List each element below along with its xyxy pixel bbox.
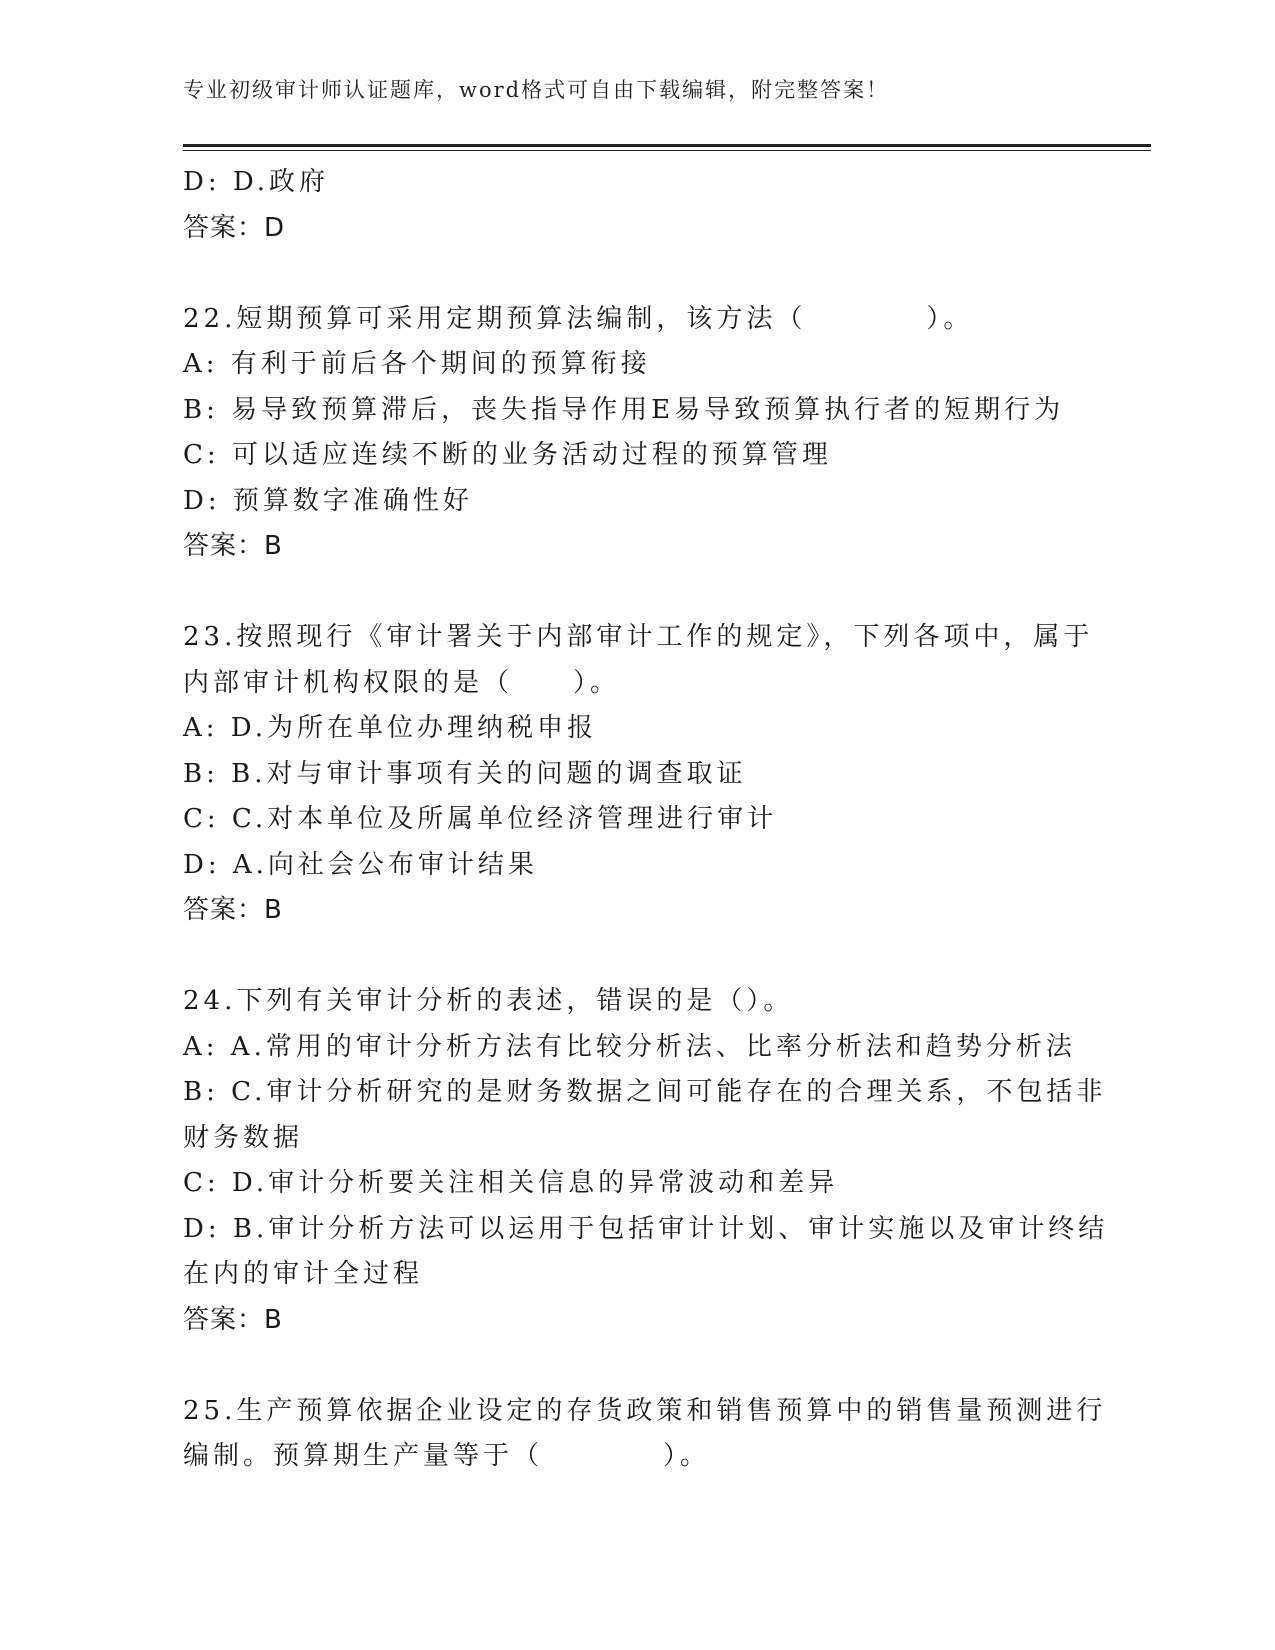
question-22-answer: 答案：B — [183, 531, 283, 561]
spacer — [183, 1343, 1083, 1389]
question-24-option-a: A: A.常用的审计分析方法有比较分析法、比率分析法和趋势分析法 — [183, 1031, 1076, 1062]
page-header: 专业初级审计师认证题库，word格式可自由下载编辑，附完整答案！ — [183, 78, 890, 102]
question-24-option-d-line-1: D: B.审计分析方法可以运用于包括审计计划、审计实施以及审计终结 — [183, 1213, 1109, 1244]
question-content — [183, 160, 1109, 1480]
question-22-option-a: A: 有利于前后各个期间的预算衔接 — [183, 349, 651, 379]
question-24-option-c: C: D.审计分析要关注相关信息的异常波动和差异 — [183, 1168, 839, 1198]
header-rule-thin — [183, 150, 1151, 151]
question-24-option-d-line-2: 在内的审计全过程 — [183, 1259, 424, 1289]
question-23-stem-line-1: 23.按照现行《审计署关于内部审计工作的规定》，下列各项中，属于 — [183, 622, 1094, 652]
question-23-option-c: C: C.对本单位及所属单位经济管理进行审计 — [183, 804, 778, 834]
question-22-option-d: D: 预算数字准确性好 — [183, 485, 473, 516]
question-25-stem-line-2: 编制。预算期生产量等于（ ）。 — [183, 1441, 711, 1471]
question-24-option-b-line-1: B: C.审计分析研究的是财务数据之间可能存在的合理关系，不包括非 — [183, 1077, 1107, 1107]
question-23-option-a: A: D.为所在单位办理纳税申报 — [183, 713, 597, 743]
spacer — [183, 934, 1083, 980]
question-23-answer: 答案：B — [183, 895, 283, 925]
question-24-stem: 24.下列有关审计分析的表述，错误的是（）。 — [183, 986, 794, 1016]
header-rule-thick — [183, 144, 1151, 147]
question-23-option-d: D: A.向社会公布审计结果 — [183, 849, 538, 880]
question-23-option-b: B: B.对与审计事项有关的问题的调查取证 — [183, 758, 747, 789]
question-25-stem-line-1: 25.生产预算依据企业设定的存货政策和销售预算中的销售量预测进行 — [183, 1395, 1107, 1426]
carryover-answer: 答案：D — [183, 212, 286, 243]
spacer — [183, 251, 1083, 297]
carryover-option-d: D: D.政府 — [183, 167, 330, 197]
question-23-stem-line-2: 内部审计机构权限的是（ ）。 — [183, 667, 621, 698]
spacer — [183, 570, 1083, 616]
question-22-stem: 22.短期预算可采用定期预算法编制，该方法（ ）。 — [183, 303, 974, 334]
question-22-option-b: B: 易导致预算滞后，丧失指导作用E易导致预算执行者的短期行为 — [183, 394, 1065, 425]
question-24-answer: 答案：B — [183, 1304, 283, 1335]
question-22-option-c: C: 可以适应连续不断的业务活动过程的预算管理 — [183, 440, 832, 470]
question-24-option-b-line-2: 财务数据 — [183, 1122, 304, 1153]
